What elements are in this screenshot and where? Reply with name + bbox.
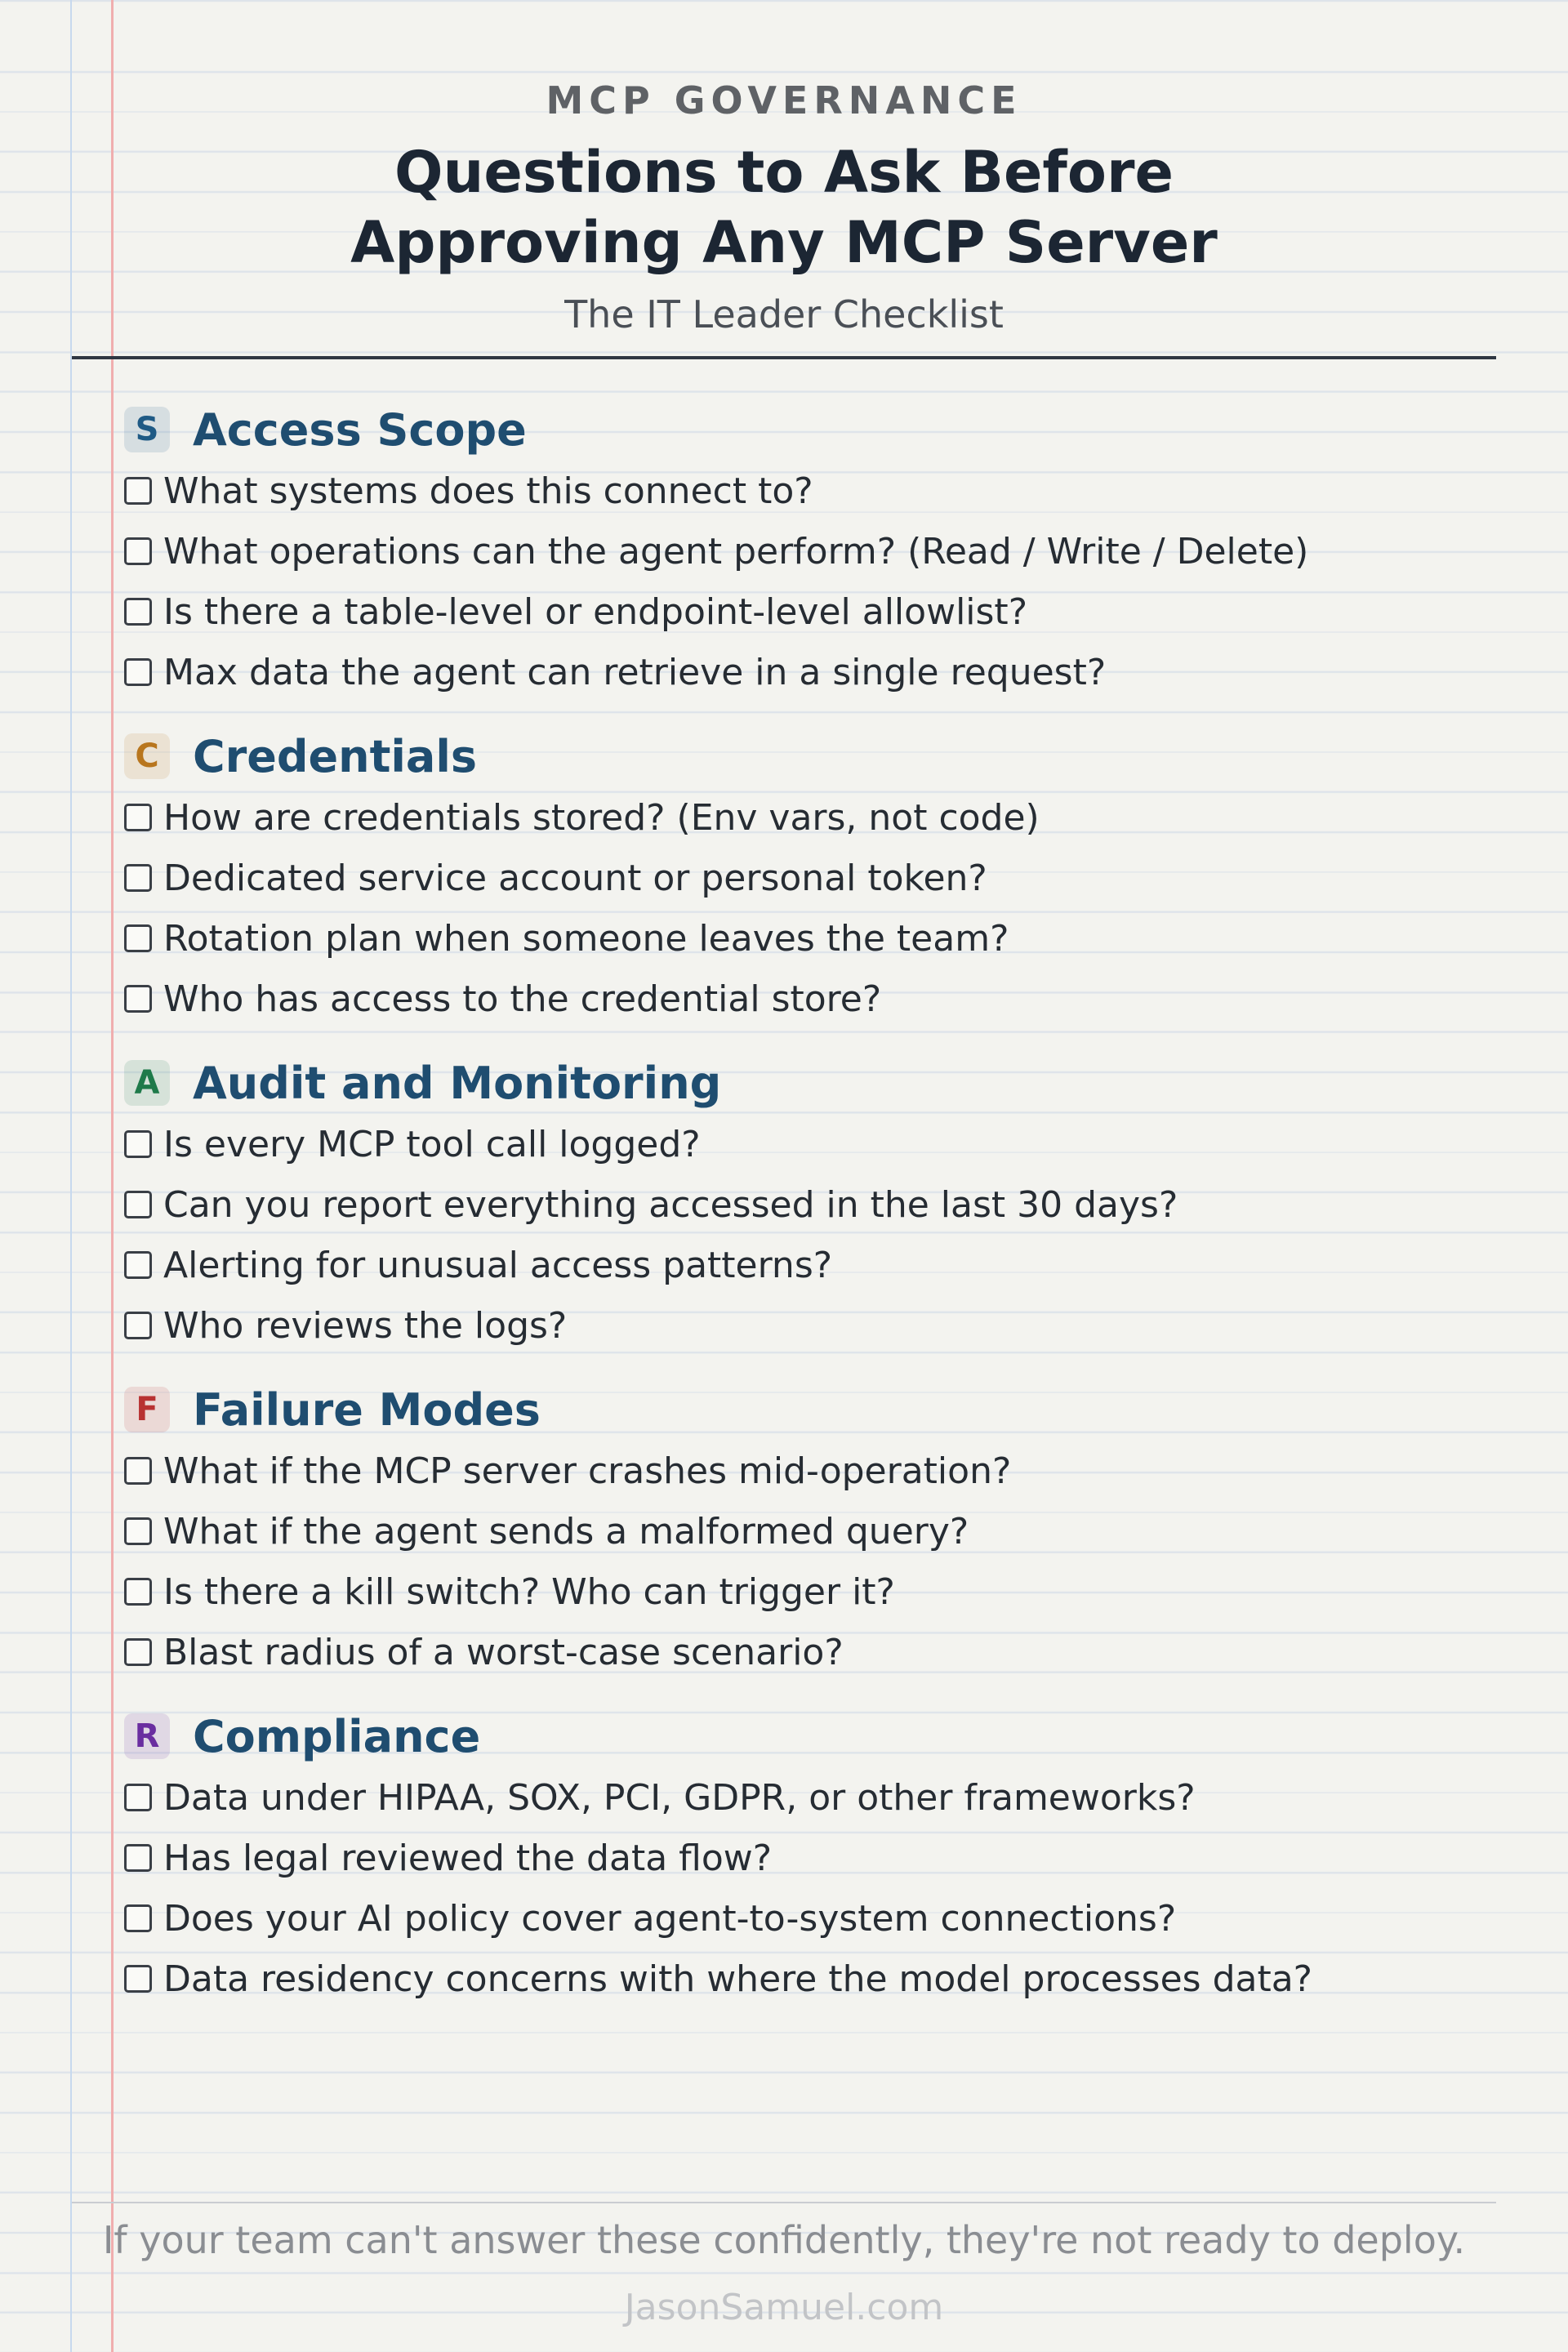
section-credentials: [124, 725, 1535, 1029]
item-text: Is every MCP tool call logged?: [163, 1123, 701, 1165]
title-line-2: Approving Any MCP Server: [350, 209, 1218, 276]
footer-note: If your team can't answer these confidently, they're not ready to deploy.: [102, 2218, 1466, 2262]
item-text: What operations can the agent perform? (Read / Write / Delete): [163, 530, 1309, 572]
item-text: Max data the agent can retrieve in a single request?: [163, 651, 1107, 693]
footer-divider: [72, 2202, 1496, 2203]
checklist-item[interactable]: [124, 1828, 1535, 1888]
checklist-item[interactable]: [124, 1114, 1535, 1174]
margin-line-red: [111, 0, 114, 2352]
section-title: Credentials: [193, 730, 478, 782]
section-audit-monitoring: [124, 1052, 1535, 1356]
item-text: Who reviews the logs?: [163, 1304, 568, 1347]
checklist-item[interactable]: [124, 581, 1535, 642]
checkbox-icon[interactable]: [124, 1517, 152, 1545]
header-divider: [72, 356, 1496, 359]
checklist-item[interactable]: [124, 1767, 1535, 1828]
item-text: Is there a kill switch? Who can trigger it?: [163, 1570, 895, 1613]
checkbox-icon[interactable]: [124, 1638, 152, 1666]
checkbox-icon[interactable]: [124, 1457, 152, 1485]
title-line-1: Questions to Ask Before: [394, 139, 1174, 206]
checklist-item[interactable]: [124, 1295, 1535, 1356]
item-text: How are credentials stored? (Env vars, not code): [163, 796, 1040, 839]
section-badge: F: [124, 1387, 170, 1432]
checkbox-icon[interactable]: [124, 1965, 152, 1993]
item-text: Does your AI policy cover agent-to-system connections?: [163, 1897, 1177, 1940]
checklist-item[interactable]: [124, 969, 1535, 1029]
page-title: [0, 137, 1568, 278]
checklist-item[interactable]: [124, 1561, 1535, 1622]
checklist-item[interactable]: [124, 1441, 1535, 1501]
section-access-scope: [124, 399, 1535, 702]
checkbox-icon[interactable]: [124, 864, 152, 892]
margin-line-blue: [70, 0, 72, 2352]
checklist-item[interactable]: [124, 1174, 1535, 1235]
footer-credit: JasonSamuel.com: [624, 2287, 944, 2328]
checkbox-icon[interactable]: [124, 1784, 152, 1811]
checkbox-icon[interactable]: [124, 598, 152, 626]
checkbox-icon[interactable]: [124, 1312, 152, 1339]
item-text: Alerting for unusual access patterns?: [163, 1244, 833, 1286]
page-header: [0, 78, 1568, 336]
section-failure-modes: [124, 1379, 1535, 1682]
item-text: What if the MCP server crashes mid-operation?: [163, 1450, 1012, 1492]
checkbox-icon[interactable]: [124, 1130, 152, 1158]
checklist-item[interactable]: [124, 1622, 1535, 1682]
item-text: Is there a table-level or endpoint-level allowlist?: [163, 590, 1028, 633]
section-badge: A: [124, 1060, 170, 1106]
item-text: Blast radius of a worst-case scenario?: [163, 1631, 844, 1673]
checklist-item[interactable]: [124, 461, 1535, 521]
section-badge: S: [124, 407, 170, 452]
item-text: What systems does this connect to?: [163, 470, 813, 512]
checkbox-icon[interactable]: [124, 924, 152, 952]
checkbox-icon[interactable]: [124, 658, 152, 686]
section-header: [124, 1052, 1535, 1114]
item-text: Has legal reviewed the data flow?: [163, 1837, 773, 1879]
section-header: [124, 1379, 1535, 1441]
section-title: Audit and Monitoring: [193, 1057, 722, 1109]
checklist: [124, 399, 1535, 2032]
section-badge: R: [124, 1713, 170, 1759]
checkbox-icon[interactable]: [124, 477, 152, 505]
checklist-item[interactable]: [124, 1949, 1535, 2009]
checklist-item[interactable]: [124, 1501, 1535, 1561]
item-text: Rotation plan when someone leaves the team?: [163, 917, 1009, 960]
item-text: Dedicated service account or personal token?: [163, 857, 987, 899]
section-title: Failure Modes: [193, 1383, 541, 1436]
page-subtitle: The IT Leader Checklist: [564, 292, 1004, 336]
section-title: Access Scope: [193, 403, 527, 456]
checkbox-icon[interactable]: [124, 1191, 152, 1218]
section-header: [124, 725, 1535, 787]
section-header: [124, 399, 1535, 461]
checkbox-icon[interactable]: [124, 537, 152, 565]
checklist-item[interactable]: [124, 1888, 1535, 1949]
checklist-item[interactable]: [124, 848, 1535, 908]
checkbox-icon[interactable]: [124, 1844, 152, 1872]
checklist-item[interactable]: [124, 908, 1535, 969]
item-text: Data under HIPAA, SOX, PCI, GDPR, or other frameworks?: [163, 1776, 1196, 1819]
section-header: [124, 1705, 1535, 1767]
section-compliance: [124, 1705, 1535, 2009]
checklist-item[interactable]: [124, 1235, 1535, 1295]
section-badge: C: [124, 733, 170, 779]
checklist-item[interactable]: [124, 521, 1535, 581]
checklist-item[interactable]: [124, 787, 1535, 848]
section-title: Compliance: [193, 1710, 481, 1762]
item-text: Data residency concerns with where the model processes data?: [163, 1958, 1313, 2000]
checkbox-icon[interactable]: [124, 1251, 152, 1279]
item-text: What if the agent sends a malformed query?: [163, 1510, 969, 1552]
item-text: Can you report everything accessed in the last 30 days?: [163, 1183, 1178, 1226]
checkbox-icon[interactable]: [124, 1578, 152, 1606]
checkbox-icon[interactable]: [124, 985, 152, 1013]
checkbox-icon[interactable]: [124, 804, 152, 831]
item-text: Who has access to the credential store?: [163, 978, 882, 1020]
eyebrow-label: MCP GOVERNANCE: [546, 78, 1022, 122]
checkbox-icon[interactable]: [124, 1904, 152, 1932]
checklist-item[interactable]: [124, 642, 1535, 702]
